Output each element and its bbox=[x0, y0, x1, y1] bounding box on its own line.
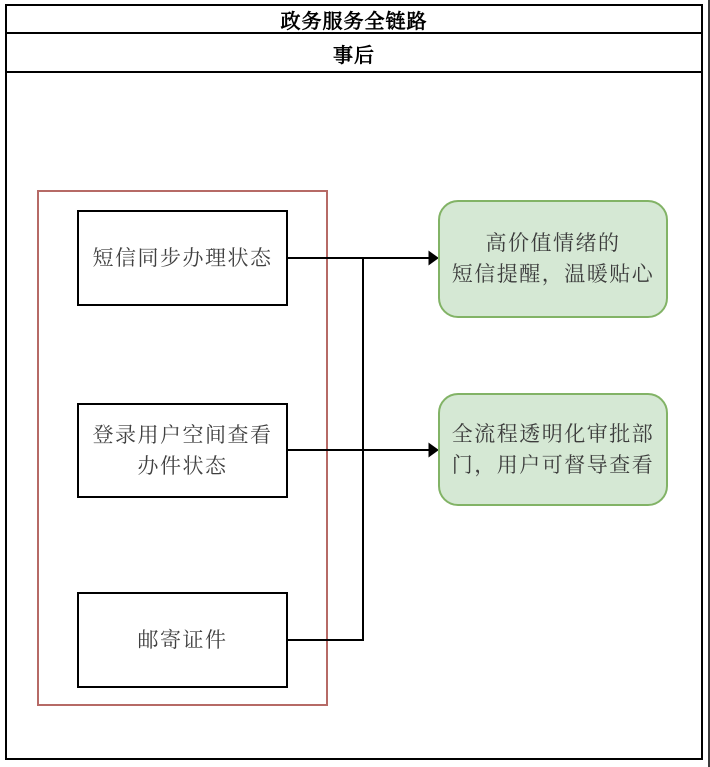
outcome-box-label-line2: 门，用户可督导查看 bbox=[451, 453, 655, 477]
outcome-box-label-line1: 高价值情绪的 bbox=[485, 232, 621, 255]
outcome-box-label-line1: 全流程透明化审批部 bbox=[451, 422, 655, 446]
stage-header: 事后 bbox=[7, 36, 701, 73]
process-box-label-line2: 办件状态 bbox=[137, 454, 228, 478]
outcome-box-transparent-approval bbox=[438, 393, 668, 506]
process-box-label: 短信同步办理状态 bbox=[92, 246, 273, 270]
process-box-sms-sync-status bbox=[77, 210, 288, 306]
process-box-mail-certificate bbox=[77, 592, 288, 688]
outcome-box-label-line2: 短信提醒，温暖贴心 bbox=[451, 263, 655, 286]
process-box-user-space-check bbox=[77, 403, 288, 498]
diagram-title: 政务服务全链路 bbox=[7, 6, 701, 34]
outcome-box-sms-reminder bbox=[438, 200, 668, 318]
process-box-label-line1: 登录用户空间查看 bbox=[92, 423, 273, 447]
process-box-label: 邮寄证件 bbox=[137, 628, 228, 652]
